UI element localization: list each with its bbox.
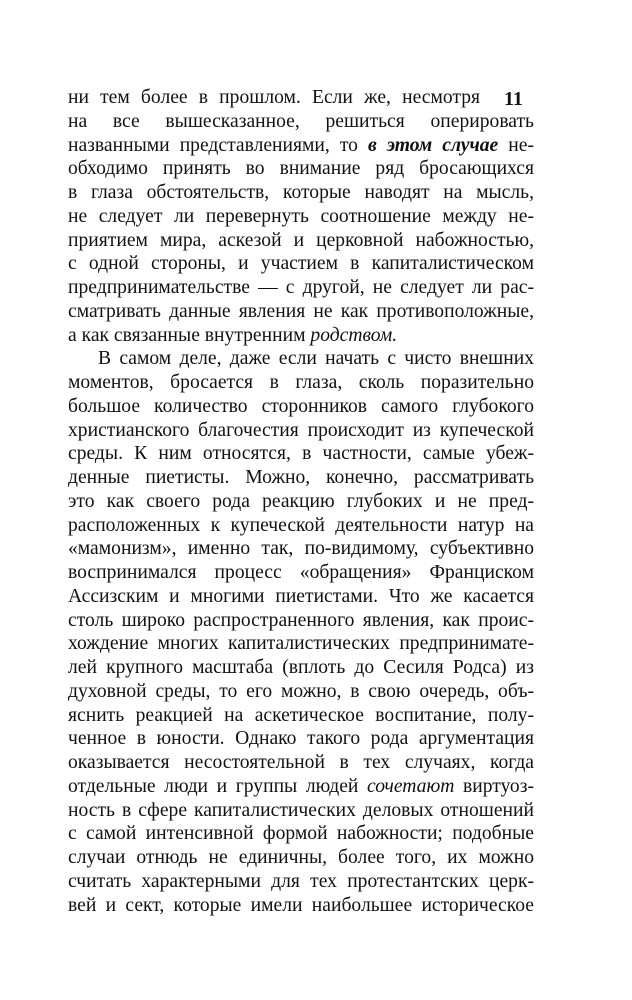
text-segment: с самой интенсивной формой набожности; подобные xyxy=(68,823,534,845)
text-segment: денные пиетисты. Можно, конечно, рассматривать xyxy=(68,467,534,488)
text-line xyxy=(68,514,534,538)
text-line xyxy=(68,419,534,443)
paragraph xyxy=(68,347,534,917)
text-line xyxy=(68,395,534,419)
text-line xyxy=(68,775,534,799)
text-segment: отдельные люди и группы людей xyxy=(68,775,367,797)
emphasized-text: в этом случае xyxy=(368,134,499,156)
text-line xyxy=(68,585,534,609)
text-segment: ни тем более в прошлом. Если же, несмотря xyxy=(68,87,480,108)
emphasized-text: родством. xyxy=(310,324,398,346)
text-line xyxy=(68,822,534,846)
text-segment: предпринимательстве — с другой, не следует ли рас- xyxy=(68,277,534,298)
text-line xyxy=(68,727,534,751)
text-segment: расположенных к купеческой деятельности натур на xyxy=(68,514,534,536)
text-line xyxy=(68,110,534,134)
text-segment: христианского благочестия происходит из купеческой xyxy=(68,419,534,441)
text-line xyxy=(68,704,534,728)
text-segment: оказывается несостоятельной в тех случаях, когда xyxy=(68,752,534,773)
text-line xyxy=(68,490,534,514)
text-segment: считать характерными для тех протестантских церк- xyxy=(68,870,534,892)
text-segment: ность в сфере капиталистических деловых отношений xyxy=(68,799,534,821)
text-segment: в глаза обстоятельств, которые наводят на мысль, xyxy=(68,182,534,203)
text-line xyxy=(68,86,480,110)
text-segment: случаи отнюдь не единичны, более того, их можно xyxy=(68,847,534,868)
text-segment: большое количество сторонников самого глубокого xyxy=(68,395,534,417)
text-segment: сматривать данные явления не как противоположные, xyxy=(68,300,534,322)
text-line xyxy=(68,181,534,205)
text-line xyxy=(68,371,534,395)
text-segment: а как связанные внутренним xyxy=(68,324,311,346)
text-line xyxy=(68,846,534,870)
text-segment: обходимо принять во внимание ряд бросающихся xyxy=(68,158,534,180)
text-segment: с одной стороны, и участием в капиталистическом xyxy=(68,253,534,275)
text-segment: столь широко распространенного явления, как проис- xyxy=(68,609,534,631)
text-segment: названными представлениями, то xyxy=(68,134,369,156)
text-line xyxy=(68,205,534,229)
text-segment: хождение многих капиталистических предпринимате- xyxy=(68,633,534,655)
page-number: 11 xyxy=(504,88,523,110)
text-segment: моментов, бросается в глаза, сколь поразительно xyxy=(68,372,534,393)
text-line xyxy=(68,157,534,181)
text-line xyxy=(68,252,534,276)
text-line xyxy=(68,324,534,348)
text-segment: приятием мира, аскезой и церковной набожностью, xyxy=(68,229,534,251)
text-line xyxy=(68,609,534,633)
text-line xyxy=(68,537,534,561)
text-segment: воспринимался процесс «обращения» Франциском xyxy=(68,562,534,583)
text-line xyxy=(68,466,534,490)
text-segment: не- xyxy=(498,134,534,156)
paragraph xyxy=(68,86,534,347)
text-segment: среды. К ним относятся, в частности, самые убеж- xyxy=(68,443,534,465)
text-segment: на все вышесказанное, решиться оперировать xyxy=(68,110,534,132)
text-segment: ченное в юности. Однако такого рода аргументация xyxy=(68,728,534,750)
text-segment: виртуоз- xyxy=(454,775,534,797)
text-line xyxy=(68,632,534,656)
text-segment: яснить реакцией на аскетическое воспитание, полу- xyxy=(68,704,534,726)
text-line xyxy=(68,442,534,466)
text-segment: «мамонизм», именно так, по-видимому, субъективно xyxy=(68,538,534,560)
text-segment: не следует ли перевернуть соотношение между не- xyxy=(68,205,534,227)
text-line xyxy=(68,680,534,704)
text-segment: Ассизским и многими пиетистами. Что же касается xyxy=(68,585,534,607)
text-segment: лей крупного масштаба (вплоть до Сесиля Родса) из xyxy=(68,657,534,678)
text-line xyxy=(68,656,534,680)
text-line xyxy=(68,751,534,775)
emphasized-text: сочетают xyxy=(367,775,455,797)
text-line xyxy=(68,894,534,918)
text-line xyxy=(68,134,534,158)
text-line xyxy=(68,347,534,371)
text-line xyxy=(68,229,534,253)
text-segment: В самом деле, даже если начать с чисто внешних xyxy=(98,348,534,370)
text-segment: вей и сект, которые имели наибольшее историческое xyxy=(68,894,534,916)
text-line xyxy=(68,561,534,585)
page-body xyxy=(68,86,534,917)
text-line xyxy=(68,799,534,823)
text-line xyxy=(68,870,534,894)
text-segment: это как своего рода реакцию глубоких и не пред- xyxy=(68,490,534,512)
text-line xyxy=(68,300,534,324)
text-line xyxy=(68,276,534,300)
text-segment: духовной среды, то его можно, в свою очередь, объ- xyxy=(68,680,534,702)
